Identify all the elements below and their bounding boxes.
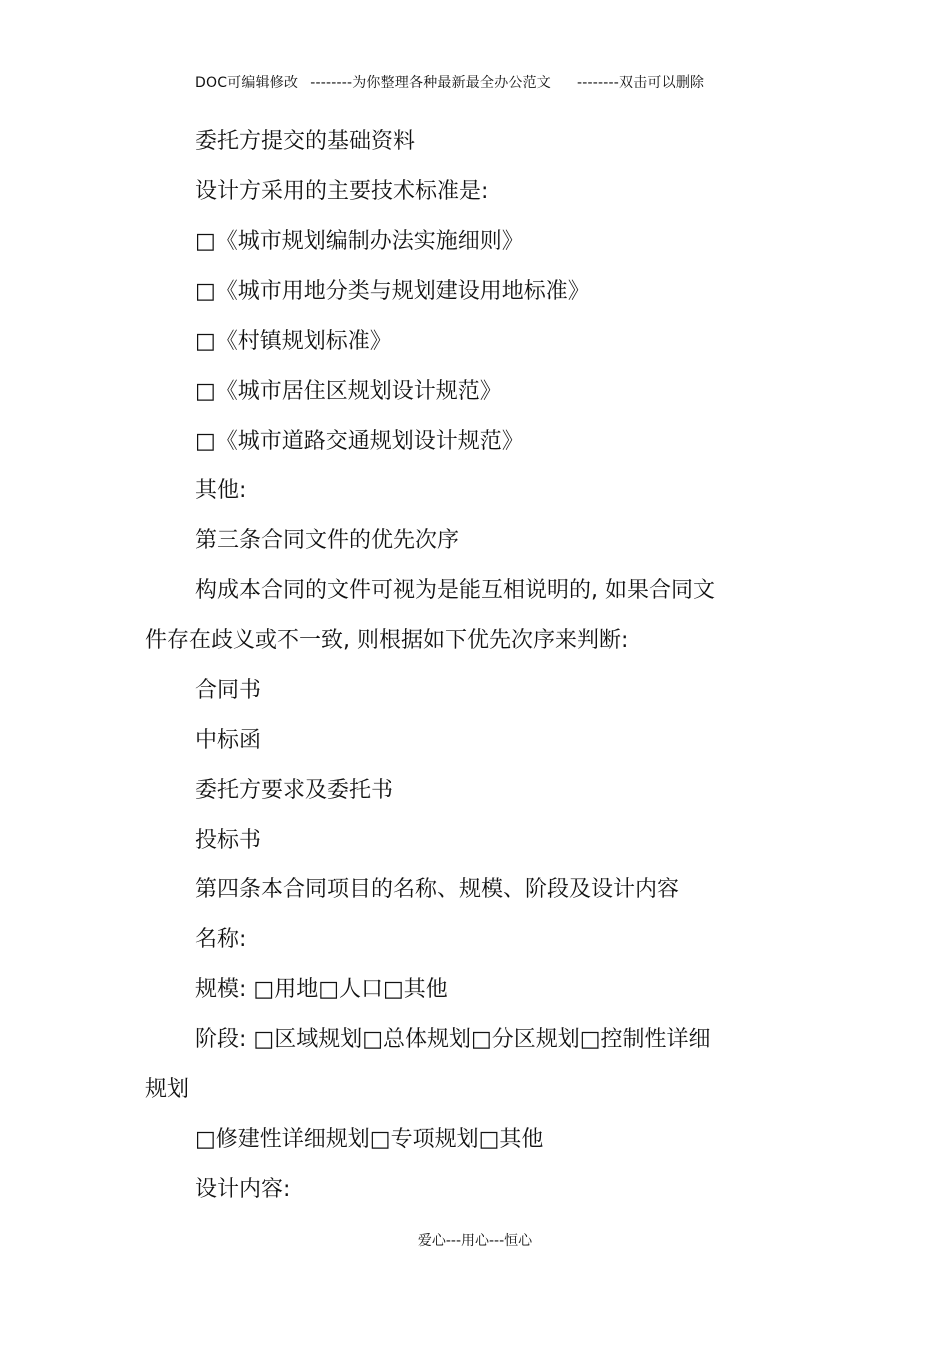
- field-stage-line2: 规划: [145, 1077, 190, 1102]
- priority-item-contract: 合同书: [195, 678, 262, 703]
- article-4-heading: 第四条本合同项目的名称、规模、阶段及设计内容: [195, 877, 680, 902]
- page-header: [195, 72, 815, 92]
- para-priority-line2: 件存在歧义或不一致, 则根据如下优先次序来判断:: [145, 628, 629, 653]
- standard-item-3: □《村镇规划标准》: [195, 329, 392, 354]
- standard-item-2: □《城市用地分类与规划建设用地标准》: [195, 279, 590, 304]
- para-client-materials: 委托方提交的基础资料: [195, 129, 416, 154]
- standard-item-4: □《城市居住区规划设计规范》: [195, 379, 502, 404]
- header-tagline: --------为你整理各种最新最全办公范文: [310, 75, 552, 91]
- standard-item-1: □《城市规划编制办法实施细则》: [195, 229, 524, 254]
- para-other: 其他:: [195, 478, 247, 503]
- field-stage-line3: □修建性详细规划□专项规划□其他: [195, 1127, 544, 1152]
- priority-item-bid: 投标书: [195, 828, 262, 853]
- header-delete-hint: --------双击可以删除: [577, 75, 705, 91]
- field-scale: 规模: □用地□人口□其他: [195, 977, 448, 1002]
- field-name: 名称:: [195, 927, 247, 952]
- header-doc-label: DOC可编辑修改: [195, 75, 299, 91]
- standard-item-5: □《城市道路交通规划设计规范》: [195, 429, 524, 454]
- field-design-content: 设计内容:: [195, 1177, 291, 1202]
- para-tech-standards-intro: 设计方采用的主要技术标准是:: [195, 179, 489, 204]
- article-3-heading: 第三条合同文件的优先次序: [195, 528, 460, 553]
- field-stage-line1: 阶段: □区域规划□总体规划□分区规划□控制性详细: [195, 1027, 711, 1052]
- priority-item-requirements: 委托方要求及委托书: [195, 778, 394, 803]
- page-footer: 爱心---用心---恒心: [417, 1233, 533, 1249]
- priority-item-award-letter: 中标函: [195, 728, 262, 753]
- para-priority-line1: 构成本合同的文件可视为是能互相说明的, 如果合同文: [195, 578, 715, 603]
